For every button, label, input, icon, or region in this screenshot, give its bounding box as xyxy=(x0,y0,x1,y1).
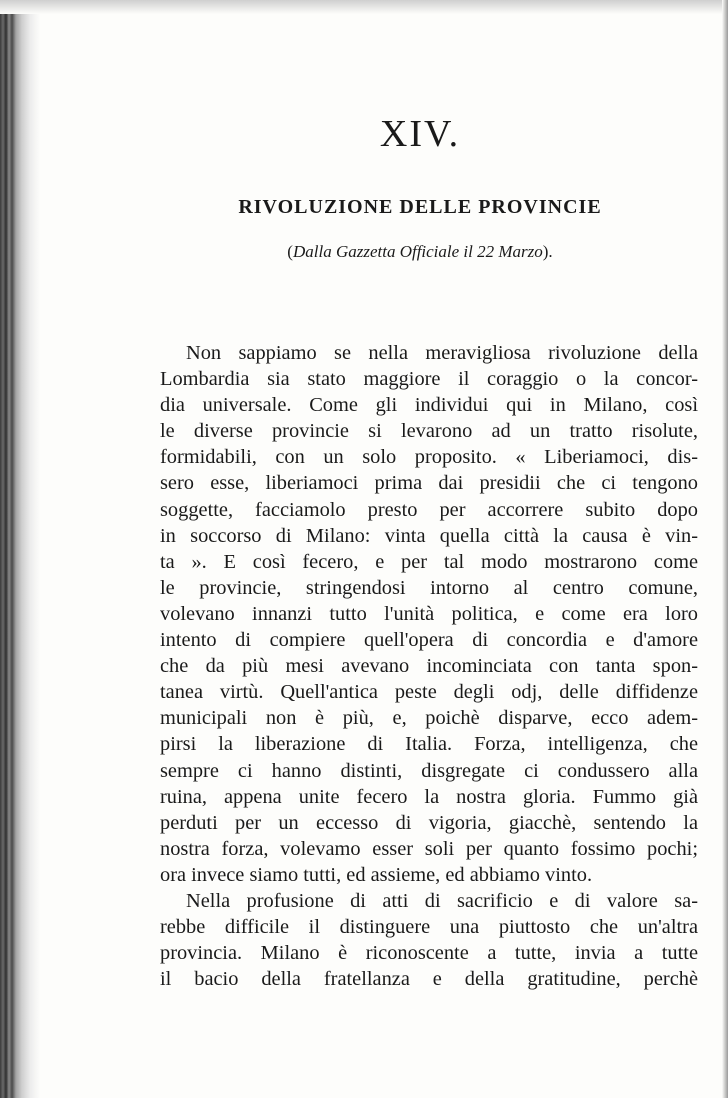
top-scan-shadow xyxy=(0,0,728,14)
text-line: pirsi la liberazione di Italia. Forza, intelligenza, che xyxy=(160,733,698,756)
text-line: formidabili, con un solo proposito. « Liberiamoci, dis- xyxy=(160,446,698,469)
text-line: Lombardia sia stato maggiore il coraggio o la concor- xyxy=(160,368,698,391)
body-text xyxy=(160,340,698,992)
source-close-paren: ). xyxy=(542,242,553,261)
text-line: nostra forza, volevamo esser soli per quanto fossimo pochi; xyxy=(160,837,698,860)
source-open-paren: ( xyxy=(287,242,293,261)
text-line: provincia. Milano è riconoscente a tutte, invia a tutte xyxy=(160,942,698,965)
text-line: volevano innanzi tutto l'unità politica, e come era loro xyxy=(160,602,698,625)
chapter-title: RIVOLUZIONE DELLE PROVINCIE xyxy=(238,196,602,218)
right-scan-edge xyxy=(722,0,728,1098)
text-line: Non sappiamo se nella meravigliosa rivoluzione della xyxy=(186,342,698,364)
binding-edge xyxy=(0,0,40,1098)
source-italic: Dalla Gazzetta Officiale il 22 Marzo xyxy=(292,242,543,261)
text-line: le provincie, stringendosi intorno al centro comune, xyxy=(160,576,698,599)
text-line: ta ». E così fecero, e per tal modo mostrarono come xyxy=(160,550,698,573)
text-line: ora invece siamo tutti, ed assieme, ed abbiamo vinto. xyxy=(160,863,593,886)
text-line: sempre ci hanno distinti, disgregate ci condussero alla xyxy=(160,759,698,782)
source-line xyxy=(0,242,728,262)
text-line: perduti per un eccesso di vigoria, giacchè, sentendo la xyxy=(160,811,698,834)
text-line: municipali non è più, e, poichè disparve, ecco adem- xyxy=(160,707,698,730)
text-line: rebbe difficile il distinguere una piuttosto che un'altra xyxy=(160,916,698,939)
text-line: ruina, appena unite fecero la nostra gloria. Fummo già xyxy=(160,785,698,808)
text-line: intento di compiere quell'opera di concordia e d'amore xyxy=(160,629,698,652)
text-line: Nella profusione di atti di sacrificio e di valore sa- xyxy=(186,889,698,912)
text-line: il bacio della fratellanza e della gratitudine, perchè xyxy=(160,968,698,991)
text-line: le diverse provincie si levarono ad un tratto risolute, xyxy=(160,420,698,443)
text-line: dia universale. Come gli individui qui in Milano, così xyxy=(160,394,698,417)
chapter-number: XIV. xyxy=(379,113,461,155)
text-line: che da più mesi avevano incominciata con tanta spon- xyxy=(160,655,698,678)
text-line: in soccorso di Milano: vinta quella città la causa è vin- xyxy=(160,524,698,547)
text-line: tanea virtù. Quell'antica peste degli odj, delle diffidenze xyxy=(160,681,698,704)
text-line: sero esse, liberiamoci prima dai presidii che ci tengono xyxy=(160,472,698,495)
text-line: soggette, facciamolo presto per accorrere subito dopo xyxy=(160,498,698,521)
